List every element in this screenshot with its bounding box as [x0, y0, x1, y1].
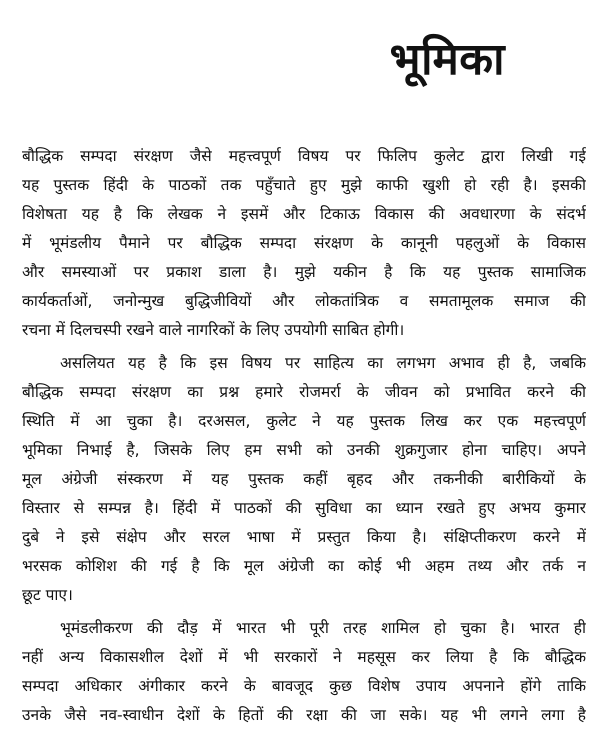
paragraph-2 — [22, 349, 586, 610]
text-line: विस्तार से सम्पन्न है। हिंदी में पाठकों की सुविधा का ध्यान रखते हुए अभय कुमार — [22, 499, 586, 517]
text-line: उनके जैसे नव-स्वाधीन देशों के हितों की रक्षा की जा सके। यह भी लगने लगा है — [22, 706, 586, 724]
text-line: भूमंडलीकरण की दौड़ में भारत भी पूरी तरह शामिल हो चुका है। भारत ही — [60, 619, 586, 637]
text-line: भरसक कोशिश की गई है कि मूल अंग्रेजी का कोई भी अहम तथ्य और तर्क न — [22, 557, 586, 575]
text-line: विशेषता यह है कि लेखक ने इसमें और टिकाऊ विकास की अवधारणा के संदर्भ — [22, 205, 586, 223]
paragraph-3 — [22, 614, 586, 730]
text-line: कार्यकर्ताओं, जनोन्मुख बुद्धिजीवियों और लोकतांत्रिक व समतामूलक समाज की — [22, 292, 586, 310]
text-line: रचना में दिलचस्पी रखने वाले नागरिकों के लिए उपयोगी साबित होगी। — [22, 321, 405, 339]
text-line: बौद्धिक सम्पदा संरक्षण जैसे महत्त्वपूर्ण विषय पर फिलिप कुलेट द्वारा लिखी गई — [22, 147, 586, 165]
text-line: में भूमंडलीय पैमाने पर बौद्धिक सम्पदा संरक्षण के कानूनी पहलुओं के विकास — [22, 234, 586, 252]
paragraph-1 — [22, 142, 586, 345]
text-line: बौद्धिक सम्पदा संरक्षण का प्रश्न हमारे रोजमर्रा के जीवन को प्रभावित करने की — [22, 383, 586, 401]
text-line: सम्पदा अधिकार अंगीकार करने के बावजूद कुछ विशेष उपाय अपनाने होंगे ताकि — [22, 677, 586, 695]
text-line: मूल अंग्रेजी संस्करण में यह पुस्तक कहीं बृहद और तकनीकी बारीकियों के — [22, 470, 586, 488]
text-line: नहीं अन्य विकासशील देशों में भी सरकारों ने महसूस कर लिया है कि बौद्धिक — [22, 648, 586, 666]
text-line: स्थिति में आ चुका है। दरअसल, कुलेट ने यह पुस्तक लिख कर एक महत्त्वपूर्ण — [22, 412, 586, 430]
text-line: भूमिका निभाई है, जिसके लिए हम सभी को उनकी शुक्रगुजार होना चाहिए। अपने — [22, 441, 586, 459]
text-line: असलियत यह है कि इस विषय पर साहित्य का लगभग अभाव ही है, जबकि — [60, 354, 586, 372]
text-line: दुबे ने इसे संक्षेप और सरल भाषा में प्रस्तुत किया है। संक्षिप्तीकरण करने में — [22, 528, 586, 546]
text-line: और समस्याओं पर प्रकाश डाला है। मुझे यकीन है कि यह पुस्तक सामाजिक — [22, 263, 586, 281]
text-line: यह पुस्तक हिंदी के पाठकों तक पहुँचाते हुए मुझे काफी खुशी हो रही है। इसकी — [22, 176, 586, 194]
text-line: छूट पाए। — [22, 586, 73, 604]
page-title: भूमिका — [389, 34, 505, 85]
body-text — [22, 142, 586, 730]
